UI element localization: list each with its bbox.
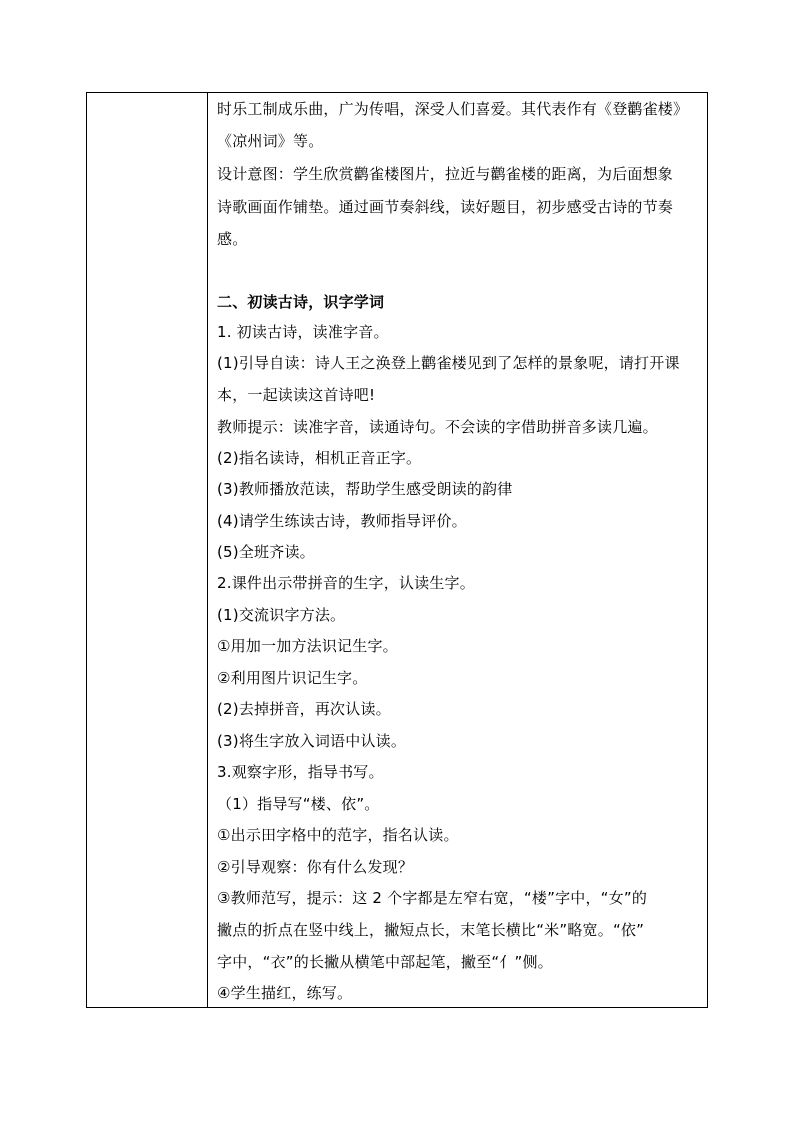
text-line: ③教师范写，提示：这 2 个字都是左窄右宽，“楼”字中，“女”的 <box>217 889 648 907</box>
text-line: （1）指导写“楼、依”。 <box>217 795 380 813</box>
text-line: ②引导观察：你有什么发现？ <box>217 858 414 876</box>
text-line: 2.课件出示带拼音的生字，认读生字。 <box>217 574 475 592</box>
lesson-table <box>86 92 708 1008</box>
text-line: 时乐工制成乐曲，广为传唱，深受人们喜爱。其代表作有《登鹳雀楼》 <box>217 100 689 118</box>
text-line: 字中，“衣”的长撇从横笔中部起笔，撇至“亻”侧。 <box>217 953 553 971</box>
text-line: 感。 <box>217 230 248 248</box>
text-line: (3)教师播放范读，帮助学生感受朗读的韵律 <box>217 480 513 498</box>
text-line: (1)交流识字方法。 <box>217 606 346 624</box>
text-line: 1. 初读古诗，读准字音。 <box>217 323 389 341</box>
text-line: 设计意图：学生欣赏鹳雀楼图片，拉近与鹳雀楼的距离，为后面想象 <box>217 165 674 183</box>
text-line: (2)去掉拼音，再次认读。 <box>217 700 391 718</box>
text-line: (5)全班齐读。 <box>217 543 315 561</box>
text-line: ④学生描红，练写。 <box>217 984 353 1002</box>
text-line: 诗歌画面作铺垫。通过画节奏斜线，读好题目，初步感受古诗的节奏 <box>217 198 674 216</box>
text-line: (1)引导自读：诗人王之涣登上鹳雀楼见到了怎样的景象呢，请打开课 <box>217 354 680 372</box>
section-heading: 二、初读古诗，识字学词 <box>217 293 385 311</box>
text-line: 教师提示：读准字音，读通诗句。不会读的字借助拼音多读几遍。 <box>217 418 658 436</box>
text-line: 3.观察字形，指导书写。 <box>217 763 384 781</box>
text-line: 《凉州词》等。 <box>217 132 324 150</box>
text-line: ①用加一加方法识记生字。 <box>217 637 398 655</box>
table-left-cell <box>87 93 208 1007</box>
text-line: 撇点的折点在竖中线上，撇短点长，末笔长横比“米”略宽。“依” <box>217 921 645 939</box>
table-content-cell <box>208 93 707 1007</box>
text-line: (2)指名读诗，相机正音正字。 <box>217 449 422 467</box>
text-line: (4)请学生练读古诗，教师指导评价。 <box>217 512 467 530</box>
text-line: 本，一起读读这首诗吧! <box>217 386 376 404</box>
text-line: ①出示田字格中的范字，指名认读。 <box>217 826 459 844</box>
text-line: (3)将生字放入词语中认读。 <box>217 732 407 750</box>
text-line: ②利用图片识记生字。 <box>217 669 368 687</box>
